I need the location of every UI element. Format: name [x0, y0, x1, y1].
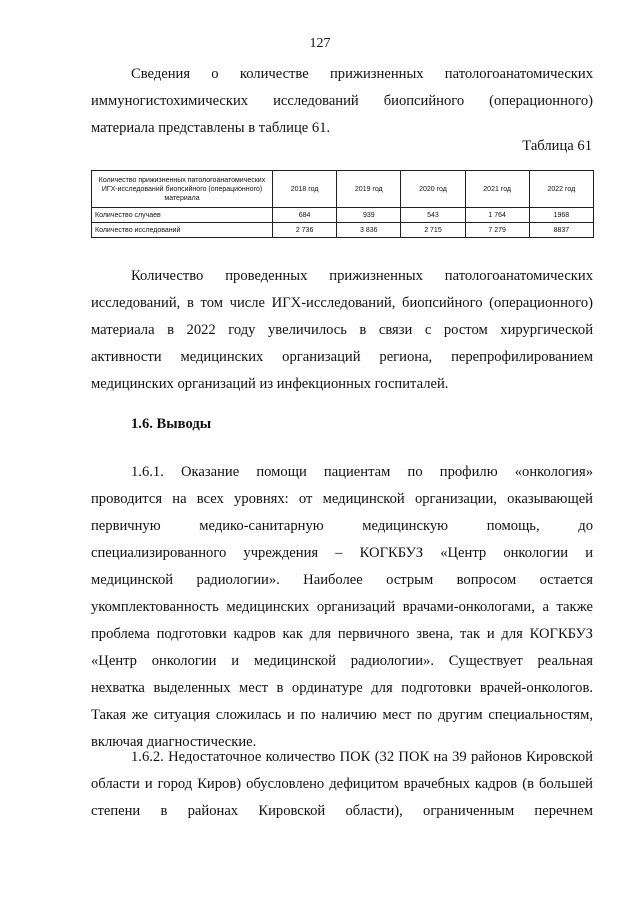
table-cell: 684	[273, 208, 337, 223]
page-number: 127	[309, 36, 331, 51]
table-cell: 1968	[529, 208, 593, 223]
text-line: активности медицинских организаций региона, перепрофилированием	[91, 349, 593, 365]
table-cell: 939	[337, 208, 401, 223]
text-line: медицинской радиологии». Наиболее острым вопросом остается	[91, 572, 593, 588]
table-row	[92, 208, 594, 223]
text-line: Сведения о количестве прижизненных патологоанатомических	[131, 66, 593, 82]
text-line: материала представлены в таблице 61.	[91, 120, 331, 136]
text-line: Такая же ситуация сложилась и по наличию мест по другим специальностям,	[91, 707, 593, 723]
body-paragraph	[91, 263, 593, 398]
text-line: 1.6.1. Оказание помощи пациентам по профилю «онкология»	[131, 464, 593, 480]
text-line: включая диагностические.	[91, 734, 257, 750]
section-heading: 1.6. Выводы	[131, 416, 212, 432]
intro-paragraph	[91, 61, 593, 142]
table-header-cell: Количество прижизненных патологоанатомических ИГХ-исследований биопсийного (операционного) материала	[92, 171, 273, 208]
table-header-cell: 2020 год	[401, 171, 465, 208]
table-header-cell: 2022 год	[529, 171, 593, 208]
text-line: первичную медико-санитарную медицинскую помощь, до	[91, 518, 593, 534]
text-line: проводится на всех уровнях: от медицинской организации, оказывающей	[91, 491, 593, 507]
table-row	[92, 223, 594, 238]
table-cell: 543	[401, 208, 465, 223]
table-row-label: Количество исследований	[92, 223, 273, 238]
text-line: исследований, в том числе ИГХ-исследований, биопсийного (операционного)	[91, 295, 593, 311]
table-row-label: Количество случаев	[92, 208, 273, 223]
table-label: Таблица 61	[522, 138, 592, 154]
table-header-row	[92, 171, 594, 208]
table-cell: 8837	[529, 223, 593, 238]
text-line: иммуногистохимических исследований биопсийного (операционного)	[91, 93, 593, 109]
data-table	[91, 170, 594, 238]
body-paragraph	[91, 459, 593, 756]
table-cell: 3 836	[337, 223, 401, 238]
table-cell: 1 764	[465, 208, 529, 223]
table-header-cell: 2021 год	[465, 171, 529, 208]
text-line: «Центр онкологии и медицинской радиологии». Существует реальная	[91, 653, 593, 669]
text-line: Количество проведенных прижизненных патологоанатомических	[131, 268, 593, 284]
text-line: материала в 2022 году увеличилось в связи с ростом хирургической	[91, 322, 593, 338]
table-header-cell: 2019 год	[337, 171, 401, 208]
text-line: 1.6.2. Недостаточное количество ПОК (32 ПОК на 39 районов Кировской	[131, 749, 593, 765]
table-cell: 2 715	[401, 223, 465, 238]
text-line: медицинских организаций из инфекционных госпиталей.	[91, 376, 449, 392]
text-line: степени в районах Кировской области), ограниченным перечнем	[91, 803, 593, 819]
table-cell: 2 736	[273, 223, 337, 238]
text-line: нехватка выделенных мест в ординатуре для подготовки врачей-онкологов.	[91, 680, 593, 696]
text-line: специализированного учреждения – КОГКБУЗ «Центр онкологии и	[91, 545, 593, 561]
text-line: проблема подготовки кадров как для первичного звена, так и для КОГКБУЗ	[91, 626, 593, 642]
text-line: укомплектованность медицинских организаций врачами-онкологами, а также	[91, 599, 593, 615]
table-header-cell: 2018 год	[273, 171, 337, 208]
table-cell: 7 279	[465, 223, 529, 238]
body-paragraph	[91, 744, 593, 825]
text-line: области и город Киров) обусловлено дефицитом врачебных кадров (в большей	[91, 776, 593, 792]
